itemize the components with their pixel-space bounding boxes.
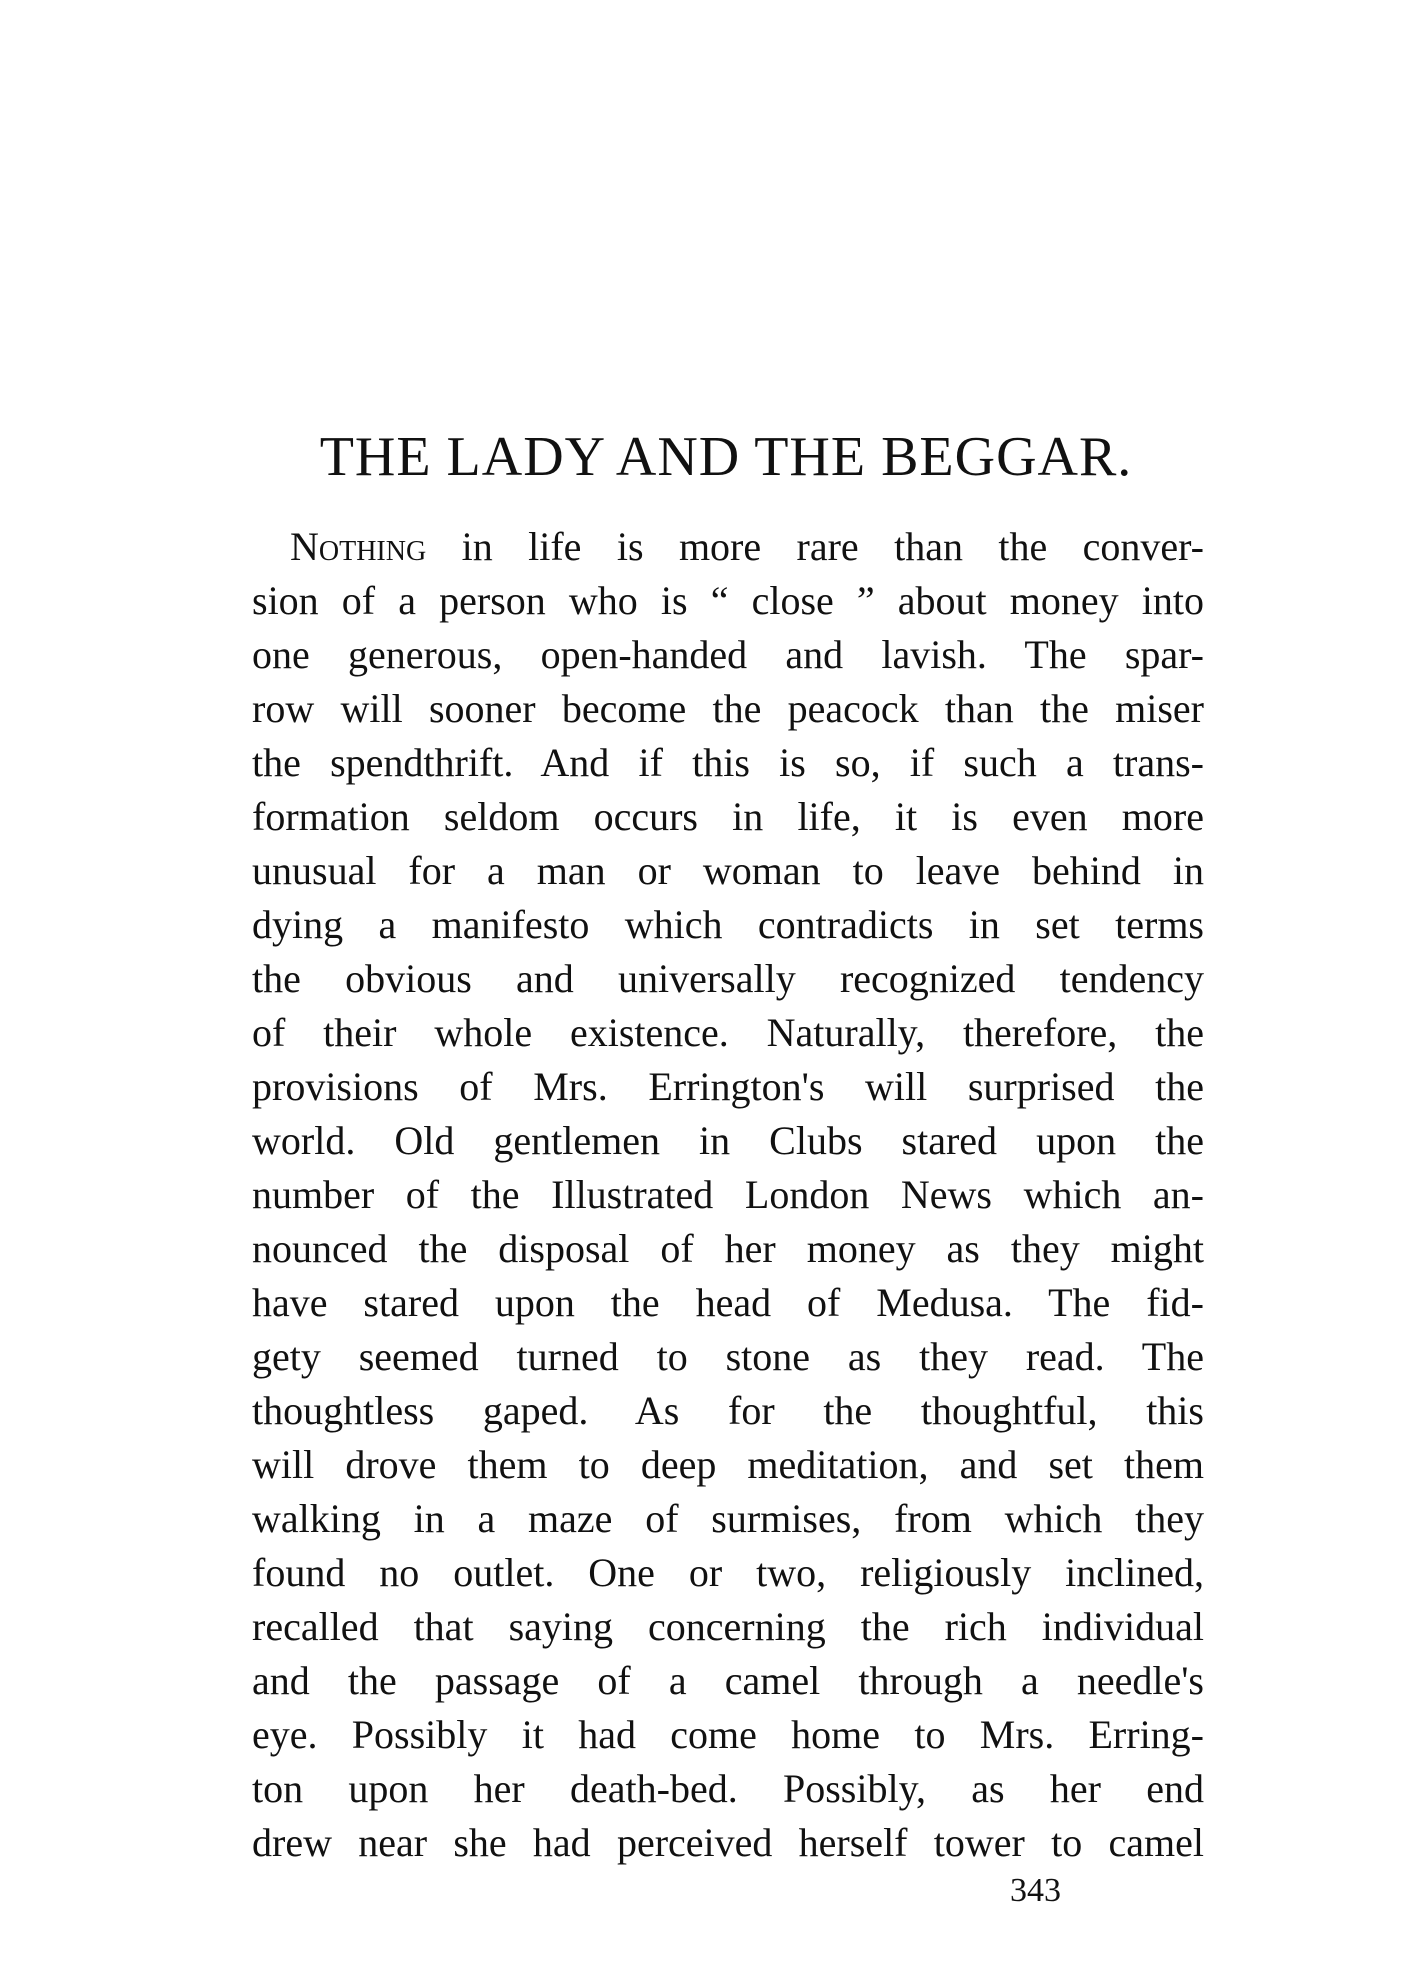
text-line: sion of a person who is “ close ” about money into <box>252 578 1204 623</box>
text-line: the obvious and universally recognized tendency <box>252 956 1204 1001</box>
text-line: the spendthrift. And if this is so, if such a trans- <box>252 740 1204 785</box>
text-line: nounced the disposal of her money as they might <box>252 1226 1204 1271</box>
text-line: unusual for a man or woman to leave behind in <box>252 848 1204 893</box>
text-line: walking in a maze of surmises, from which they <box>252 1496 1204 1541</box>
text-line: eye. Possibly it had come home to Mrs. Erring- <box>252 1712 1204 1757</box>
text-line: number of the Illustrated London News which an- <box>252 1172 1204 1217</box>
text-line: recalled that saying concerning the rich individual <box>252 1604 1204 1649</box>
text-line: have stared upon the head of Medusa. The fid- <box>252 1280 1204 1325</box>
text-line: and the passage of a camel through a needle's <box>252 1658 1204 1703</box>
text-line: drew near she had perceived herself tower to camel <box>252 1820 1204 1865</box>
opening-word: Nothing <box>290 524 427 569</box>
text-line: gety seemed turned to stone as they read. The <box>252 1334 1204 1379</box>
body-text <box>252 520 1204 1870</box>
text-line: of their whole existence. Naturally, therefore, the <box>252 1010 1204 1055</box>
text-line: will drove them to deep meditation, and set them <box>252 1442 1204 1487</box>
chapter-title: THE LADY AND THE BEGGAR. <box>319 426 1133 488</box>
text-line: formation seldom occurs in life, it is even more <box>252 794 1204 839</box>
text-line: found no outlet. One or two, religiously inclined, <box>252 1550 1204 1595</box>
text-line: provisions of Mrs. Errington's will surprised the <box>252 1064 1204 1109</box>
text-line-content: in life is more rare than the conver- <box>426 524 1204 569</box>
text-line: thoughtless gaped. As for the thoughtful, this <box>252 1388 1204 1433</box>
text-line: ton upon her death-bed. Possibly, as her end <box>252 1766 1204 1811</box>
text-line <box>252 520 1204 574</box>
text-line: dying a manifesto which contradicts in set terms <box>252 902 1204 947</box>
text-line: row will sooner become the peacock than the miser <box>252 686 1204 731</box>
page-number: 343 <box>1010 1872 1061 1909</box>
text-line: one generous, open-handed and lavish. The spar- <box>252 632 1204 677</box>
text-line: world. Old gentlemen in Clubs stared upon the <box>252 1118 1204 1163</box>
